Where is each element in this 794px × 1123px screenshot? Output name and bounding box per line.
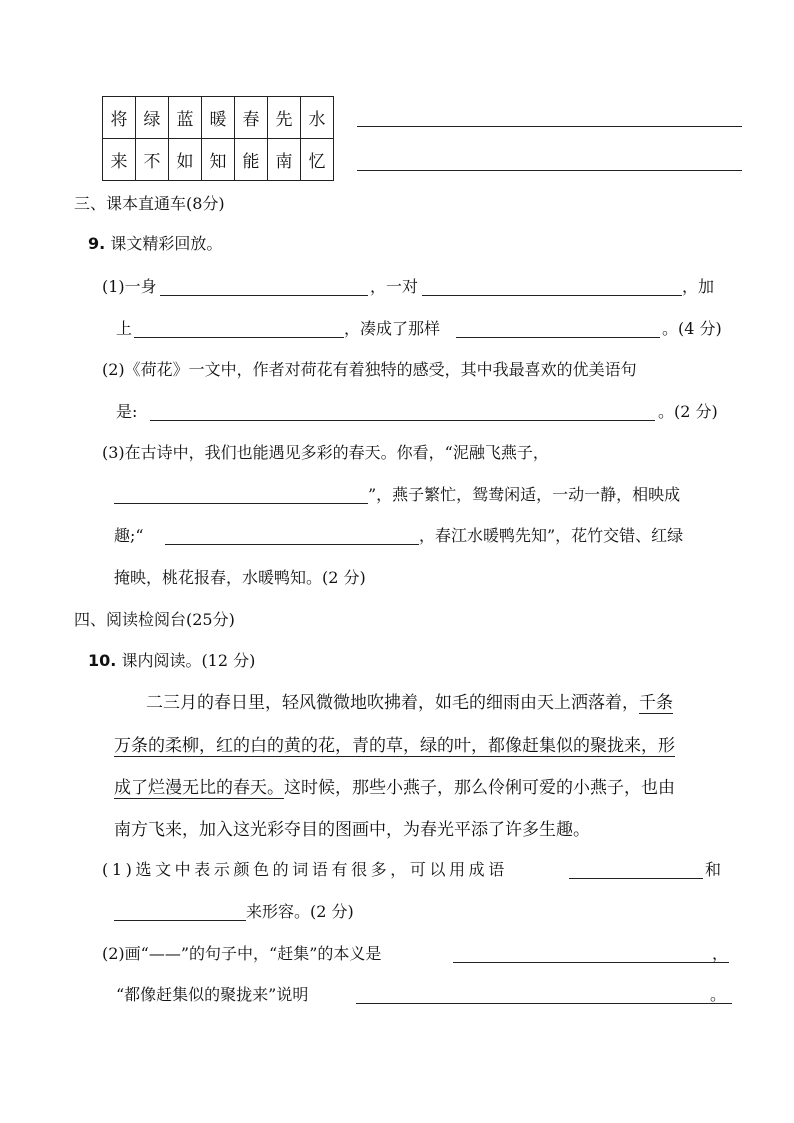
table-cell: 能 xyxy=(235,139,268,181)
underlined-sentence: 万条的柔柳，红的白的黄的花，青的草，绿的叶，都像赶集似的聚拢来，形 xyxy=(114,736,675,756)
table-cell: 春 xyxy=(235,97,268,139)
answer-line[interactable] xyxy=(356,1003,732,1004)
q9-3-text: 趣;“ xyxy=(114,526,144,545)
character-table xyxy=(102,96,334,181)
q10-2-text: (2)画“——”的句子中，“赶集”的本义是 xyxy=(102,944,382,963)
passage-line: 南方飞来，加入这光彩夺目的图画中，为春光平添了许多生趣。 xyxy=(114,820,590,840)
answer-line[interactable] xyxy=(357,126,742,127)
answer-line[interactable] xyxy=(150,420,655,421)
q9-3-text: ”，燕子繁忙，鸳鸯闲适，一动一静，相映成 xyxy=(368,485,681,504)
table-cell: 来 xyxy=(103,139,136,181)
question-title: 课文精彩回放。 xyxy=(110,234,223,253)
table-cell: 如 xyxy=(169,139,202,181)
answer-line[interactable] xyxy=(456,337,660,338)
q9-2-score: 。(2 分) xyxy=(658,402,718,421)
q9-1-score: 。(4 分) xyxy=(662,319,722,338)
table-cell: 蓝 xyxy=(169,97,202,139)
answer-line[interactable] xyxy=(422,295,682,296)
table-cell: 将 xyxy=(103,97,136,139)
table-cell: 先 xyxy=(268,97,301,139)
q10-1-text: 和 xyxy=(705,860,722,879)
table-cell: 水 xyxy=(301,97,334,139)
underlined-sentence: 成了烂漫无比的春天。 xyxy=(114,778,284,798)
question-9-header xyxy=(88,234,222,254)
q9-1-text: ，加 xyxy=(682,277,715,296)
q9-1-text: 上 xyxy=(116,319,133,338)
answer-line[interactable] xyxy=(453,962,729,963)
answer-line[interactable] xyxy=(134,337,344,338)
q10-2-text: ， xyxy=(712,944,729,963)
q9-2-text: (2)《荷花》一文中，作者对荷花有着独特的感受，其中我最喜欢的优美语句 xyxy=(102,360,637,379)
section-title: 四、阅读检阅台(25分) xyxy=(74,610,235,629)
question-number: 10. xyxy=(88,651,117,670)
q9-1-text: ，凑成了那样 xyxy=(344,319,441,338)
answer-line[interactable] xyxy=(114,920,246,921)
answer-line[interactable] xyxy=(114,503,368,504)
passage-line xyxy=(146,693,673,713)
question-10-header xyxy=(88,651,255,671)
answer-line[interactable] xyxy=(160,295,368,296)
q9-1-text: ，一对 xyxy=(370,277,419,296)
table-cell: 绿 xyxy=(136,97,169,139)
question-number: 9. xyxy=(88,234,106,253)
q9-3-text: ，春江水暖鸭先知”，花竹交错、红绿 xyxy=(419,526,684,545)
q9-3-text: (3)在古诗中，我们也能遇见多彩的春天。你看，“泥融飞燕子， xyxy=(102,443,549,462)
table-cell: 知 xyxy=(202,139,235,181)
answer-line[interactable] xyxy=(165,544,419,545)
section-title: 三、课本直通车(8分) xyxy=(74,194,225,213)
table-cell: 忆 xyxy=(301,139,334,181)
q9-2-text: 是: xyxy=(116,402,138,421)
question-title: 课内阅读。(12 分) xyxy=(121,651,256,670)
table-row xyxy=(103,139,334,181)
underlined-sentence: 千条 xyxy=(639,693,673,713)
answer-line[interactable] xyxy=(569,878,703,879)
passage-text: 这时候，那些小燕子，那么伶俐可爱的小燕子，也由 xyxy=(284,778,675,798)
table-cell: 不 xyxy=(136,139,169,181)
passage-line xyxy=(114,778,675,798)
table-row xyxy=(103,97,334,139)
passage-text: 二三月的春日里，轻风微微地吹拂着，如毛的细雨由天上洒落着， xyxy=(146,693,639,713)
q10-2-text: 。 xyxy=(710,985,727,1004)
q10-2-text: “都像赶集似的聚拢来”说明 xyxy=(116,985,309,1004)
q10-1-score: 来形容。(2 分) xyxy=(246,902,354,921)
q9-3-text: 掩映，桃花报春，水暖鸭知。(2 分) xyxy=(114,568,366,587)
table-cell: 暖 xyxy=(202,97,235,139)
q10-1-text: (1)选文中表示颜色的词语有很多，可以用成语 xyxy=(102,860,508,879)
q9-1-label: (1)一身 xyxy=(102,277,157,296)
table-cell: 南 xyxy=(268,139,301,181)
answer-line[interactable] xyxy=(357,170,742,171)
